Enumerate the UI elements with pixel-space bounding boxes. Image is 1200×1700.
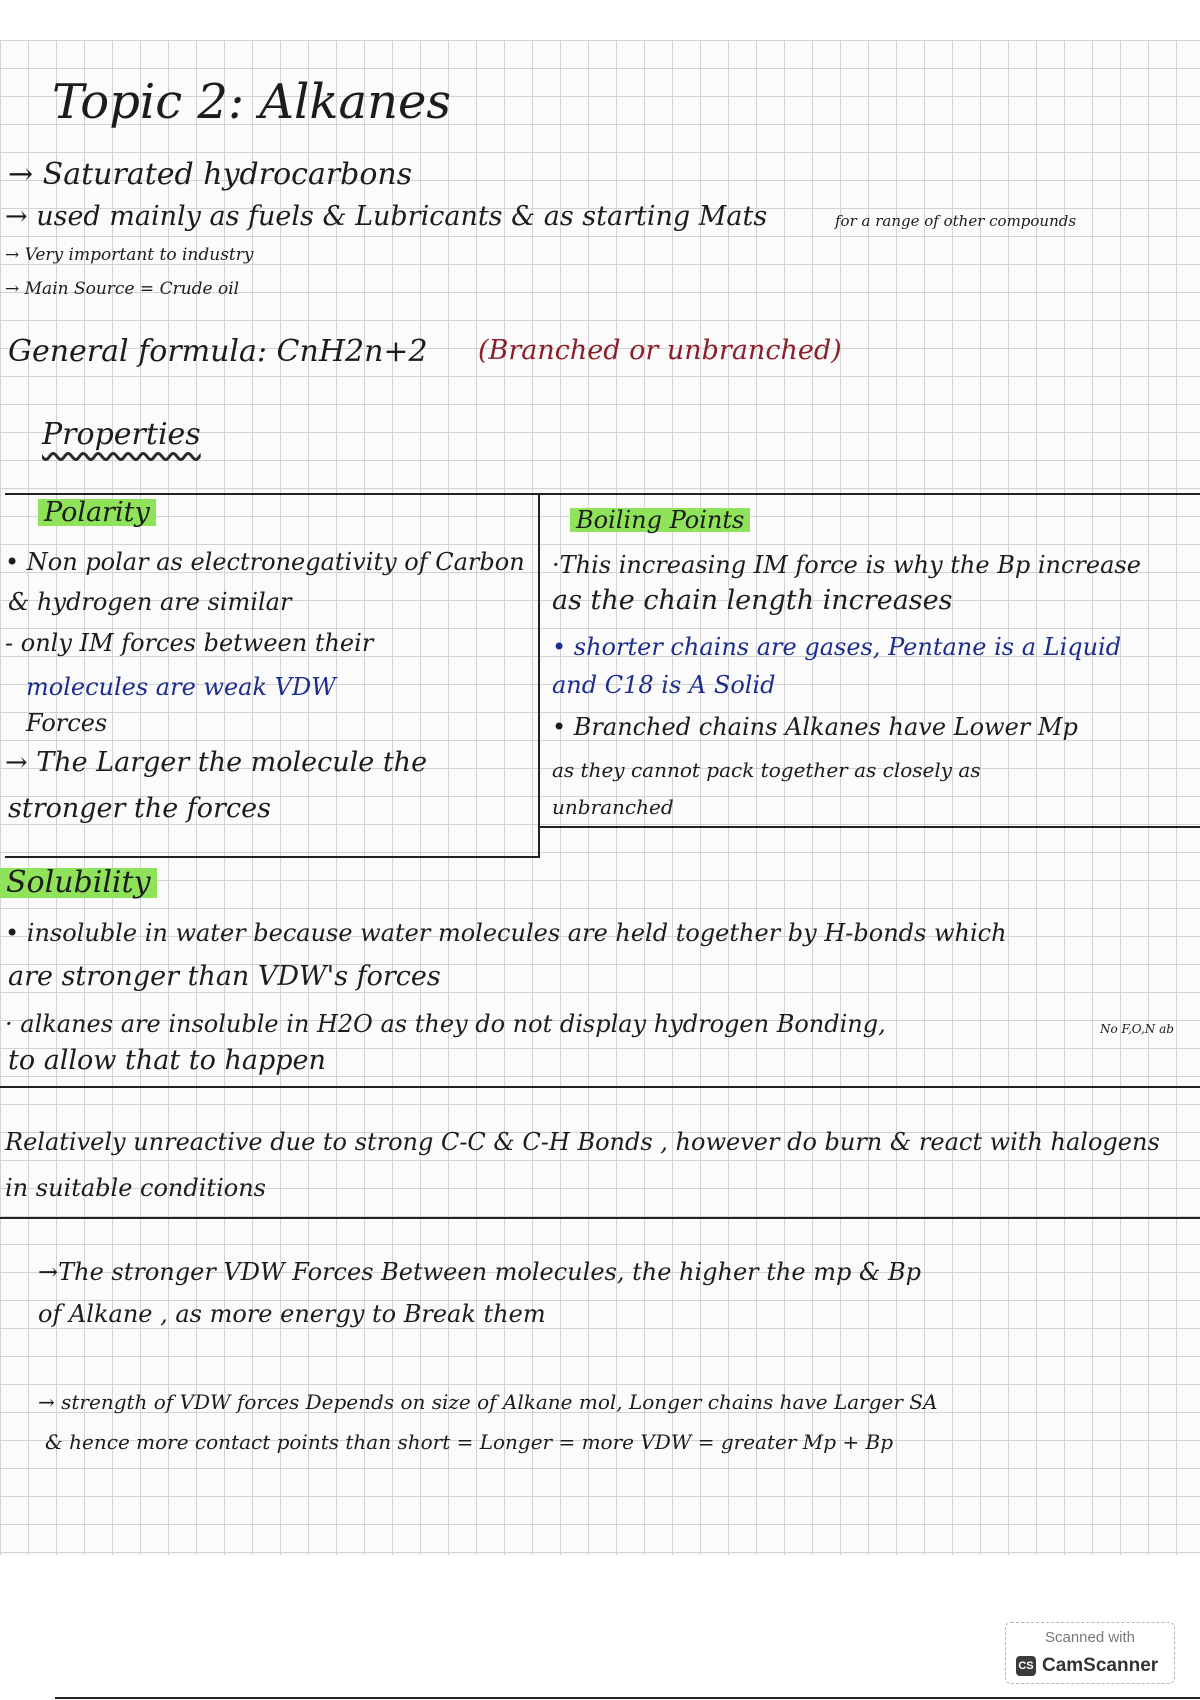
boiling-bottom-rule — [540, 826, 1200, 828]
properties-top-rule — [5, 493, 1200, 495]
polarity-line-4: molecules are weak VDW — [26, 673, 336, 701]
note-1-line-2: of Alkane , as more energy to Break them — [38, 1300, 546, 1328]
reactivity-line-2: in suitable conditions — [5, 1174, 266, 1202]
solubility-line-3: · alkanes are insoluble in H2O as they do not display hydrogen Bonding, — [5, 1010, 886, 1038]
solubility-line-1: • insoluble in water because water molecules are held together by H-bonds which — [5, 919, 1007, 947]
polarity-line-7: stronger the forces — [8, 793, 271, 824]
polarity-line-3: - only IM forces between their — [5, 629, 374, 657]
solubility-heading: Solubility — [0, 868, 157, 898]
boiling-line-3: • shorter chains are gases, Pentane is a Liquid — [552, 633, 1122, 661]
intro-line-1: → Saturated hydrocarbons — [8, 157, 413, 192]
reactivity-bottom-rule — [0, 1217, 1200, 1219]
note-1-line-1: →The stronger VDW Forces Between molecules, the higher the mp & Bp — [38, 1258, 921, 1286]
polarity-line-1: • Non polar as electronegativity of Carbon — [5, 548, 525, 576]
watermark-caption: Scanned with — [1044, 1629, 1136, 1646]
boiling-line-6: as they cannot pack together as closely as — [552, 758, 981, 782]
reactivity-line-1: Relatively unreactive due to strong C-C & C-H Bonds , however do burn & react with halogens — [5, 1128, 1160, 1156]
formula-note: (Branched or unbranched) — [478, 335, 842, 366]
watermark-brand: CamScanner — [1042, 1655, 1159, 1676]
boiling-line-5: • Branched chains Alkanes have Lower Mp — [552, 713, 1078, 741]
camscanner-watermark — [1005, 1622, 1175, 1684]
solubility-line-2: are stronger than VDW's forces — [8, 961, 441, 992]
intro-line-2: → used mainly as fuels & Lubricants & as starting Mats — [5, 201, 768, 232]
boiling-line-7: unbranched — [552, 795, 674, 819]
boiling-line-4: and C18 is A Solid — [552, 671, 776, 699]
camscanner-logo-icon: CS — [1016, 1656, 1036, 1676]
boiling-line-1: ·This increasing IM force is why the Bp increase — [552, 551, 1141, 579]
intro-line-2-continued: for a range of other compounds — [835, 212, 1077, 230]
boiling-line-2: as the chain length increases — [552, 585, 953, 616]
polarity-line-6: → The Larger the molecule the — [5, 747, 428, 778]
page-title: Topic 2: Alkanes — [52, 74, 452, 130]
general-formula: General formula: CnH2n+2 — [8, 334, 428, 369]
properties-column-divider — [538, 493, 540, 858]
boiling-points-heading: Boiling Points — [570, 508, 750, 532]
intro-line-3: → Very important to industry — [5, 245, 254, 265]
polarity-line-2: & hydrogen are similar — [8, 588, 292, 616]
intro-line-4: → Main Source = Crude oil — [5, 279, 240, 299]
polarity-line-5: Forces — [26, 709, 108, 737]
polarity-heading: Polarity — [38, 499, 156, 526]
footer-rule — [55, 1697, 1200, 1699]
solubility-line-4: to allow that to happen — [8, 1045, 326, 1076]
solubility-bottom-rule — [0, 1086, 1200, 1088]
polarity-bottom-rule — [5, 856, 540, 858]
note-2-line-1: → strength of VDW forces Depends on size of Alkane mol, Longer chains have Larger SA — [38, 1390, 938, 1414]
solubility-line-3-continued: No F,O,N ab — [1100, 1022, 1174, 1036]
properties-heading: Properties — [42, 417, 201, 452]
note-2-line-2: & hence more contact points than short = Longer = more VDW = greater Mp + Bp — [45, 1430, 894, 1454]
